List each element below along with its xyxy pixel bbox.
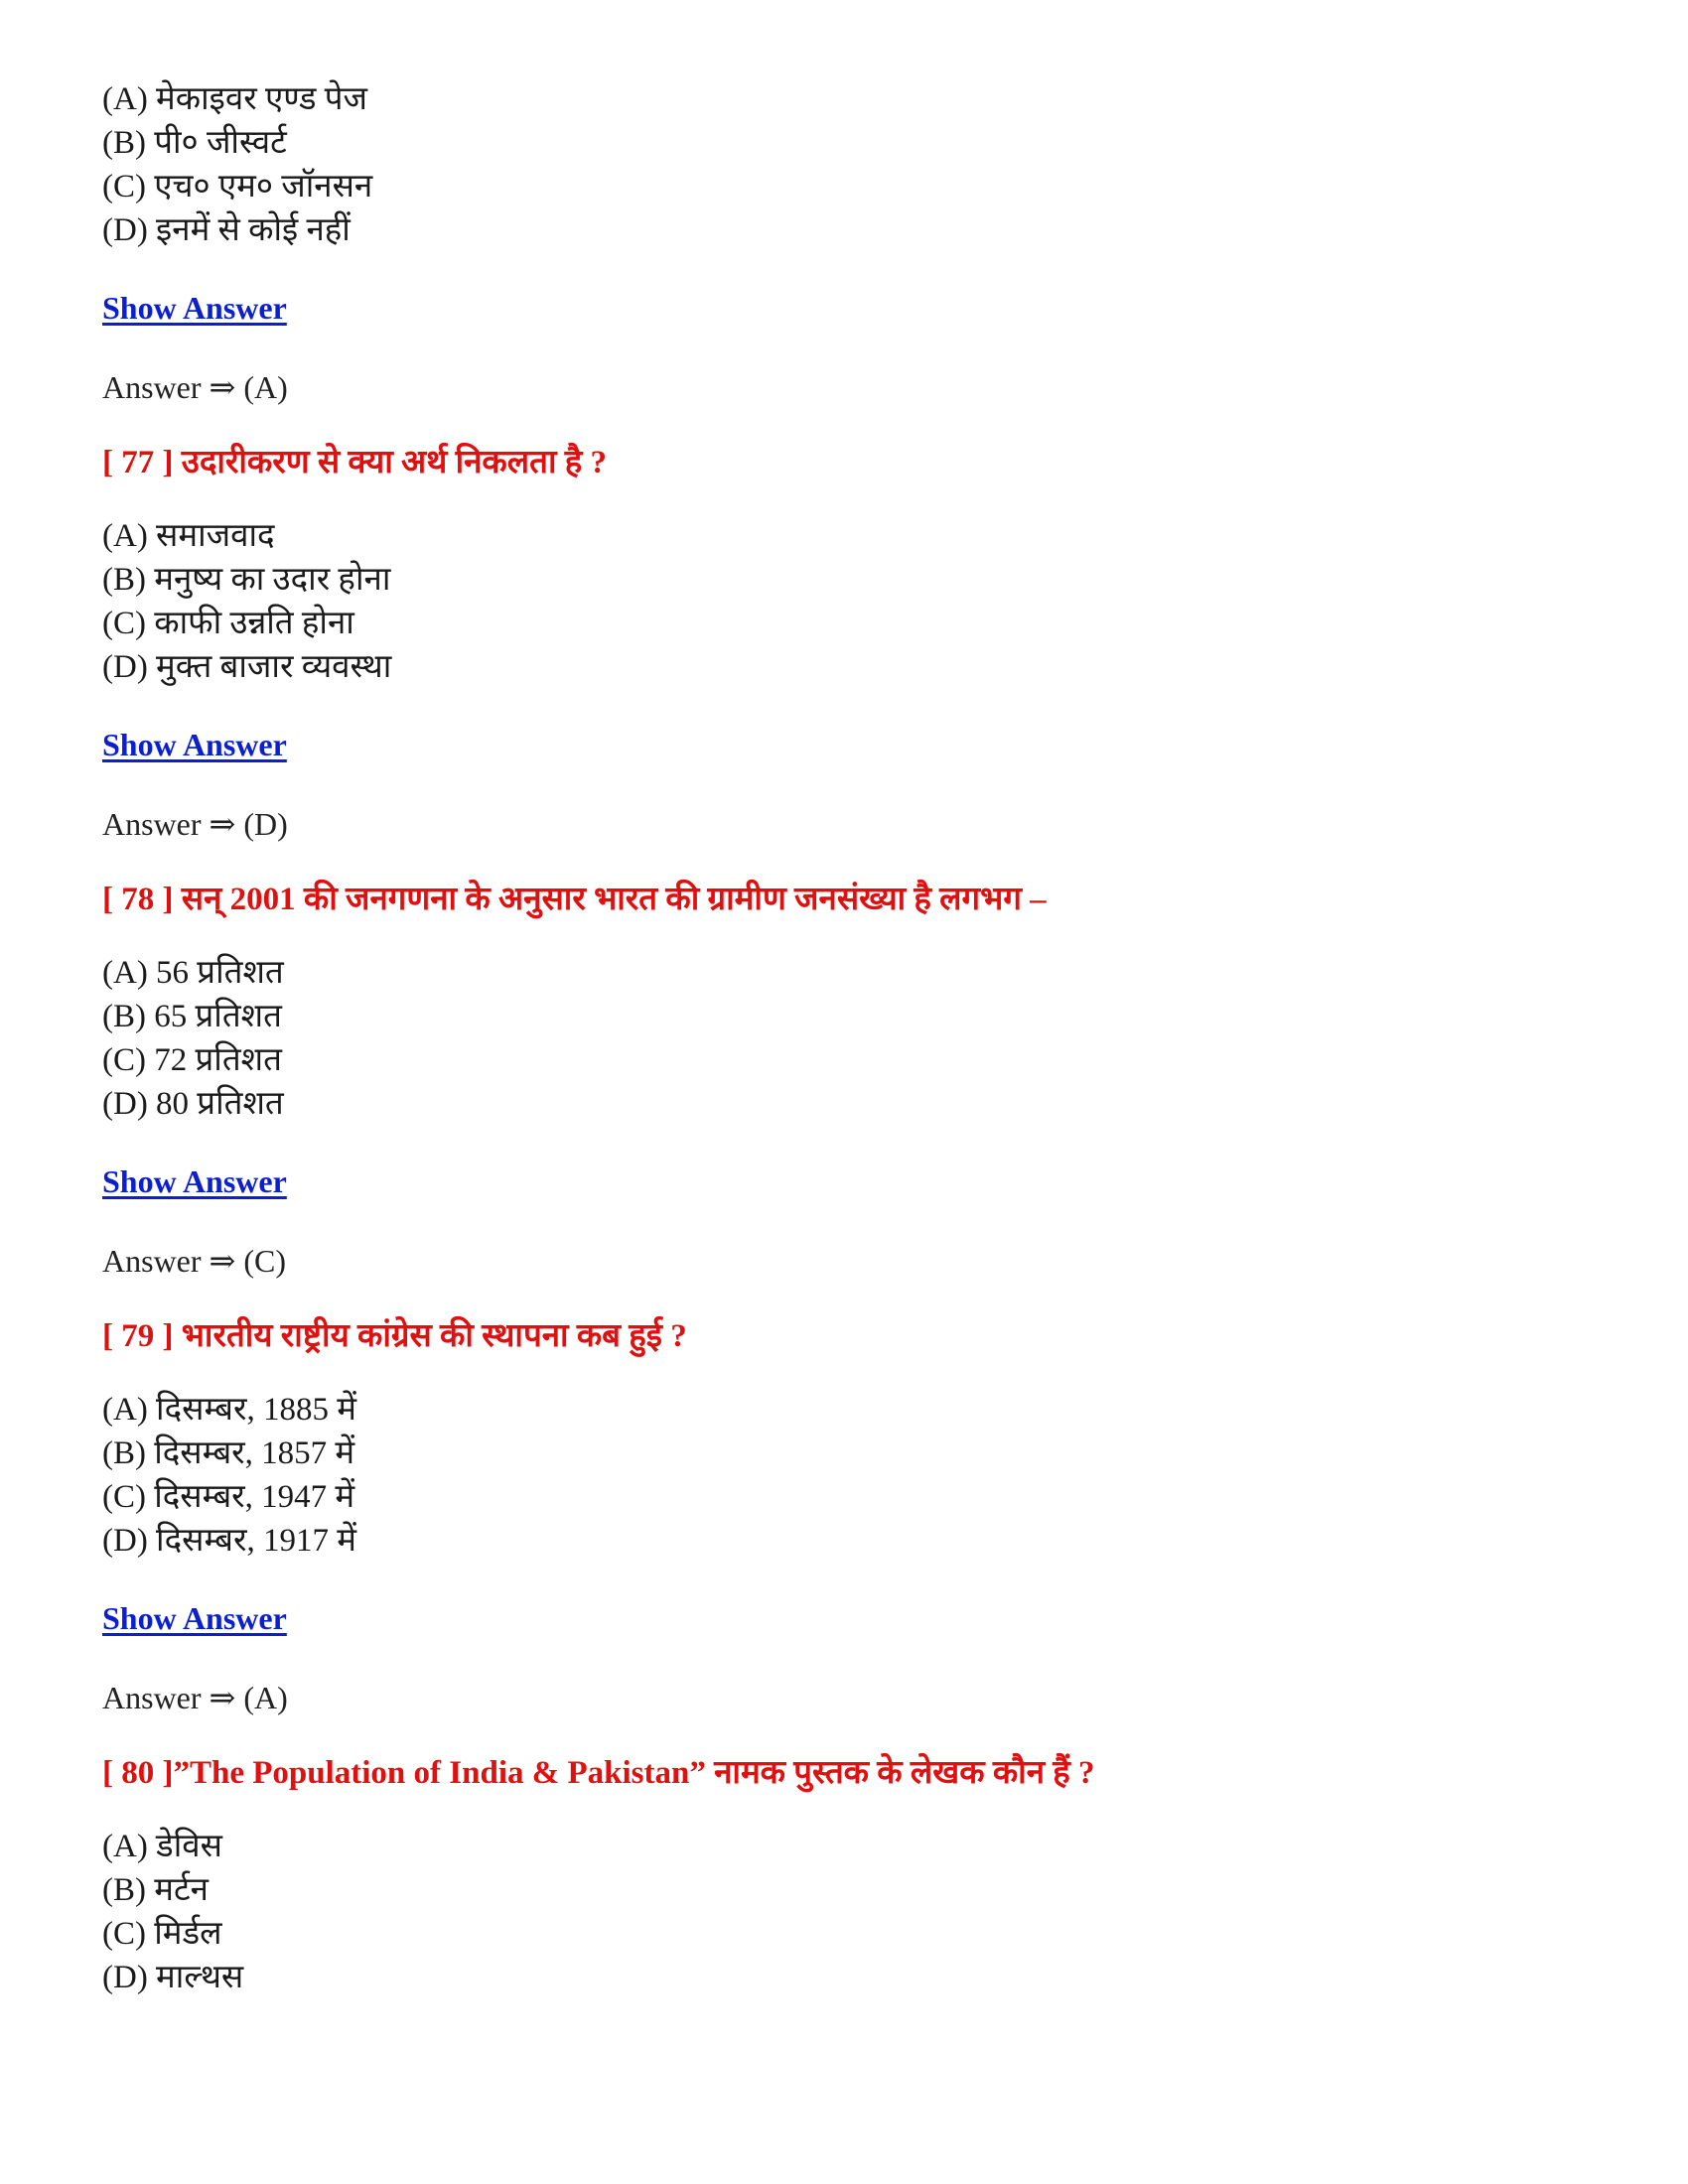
option-a: (A) दिसम्बर, 1885 में <box>102 1392 356 1428</box>
option-b: (B) दिसम्बर, 1857 में <box>102 1435 355 1471</box>
option-b: (B) पी० जीस्वर्ट <box>102 125 287 161</box>
options-list <box>102 1388 1592 1563</box>
question-block-76 <box>102 77 1592 407</box>
option-d: (D) 80 प्रतिशत <box>102 1086 284 1122</box>
question-heading: [ 80 ]”The Population of India & Pakistan” नामक पुस्तक के लेखक कौन हैं ? <box>102 1755 1095 1791</box>
options-list <box>102 951 1592 1126</box>
answer-text: Answer ⇒ (A) <box>102 369 288 405</box>
question-heading: [ 79 ] भारतीय राष्ट्रीय कांग्रेस की स्थापना कब हुई ? <box>102 1318 687 1354</box>
option-c: (C) 72 प्रतिशत <box>102 1042 282 1078</box>
question-heading: [ 78 ] सन् 2001 की जनगणना के अनुसार भारत की ग्रामीण जनसंख्या है लगभग – <box>102 882 1047 917</box>
question-block-77 <box>102 441 1592 844</box>
option-c: (C) काफी उन्नति होना <box>102 606 354 641</box>
show-answer-link[interactable]: Show Answer <box>102 290 287 326</box>
option-c: (C) मिर्डल <box>102 1916 222 1952</box>
show-answer-link[interactable]: Show Answer <box>102 727 287 762</box>
page-content <box>102 77 1592 1999</box>
show-answer-link[interactable]: Show Answer <box>102 1163 287 1199</box>
answer-text: Answer ⇒ (C) <box>102 1243 286 1279</box>
answer-text: Answer ⇒ (A) <box>102 1680 288 1715</box>
question-block-78 <box>102 878 1592 1281</box>
options-list <box>102 1825 1592 1999</box>
option-b: (B) मर्टन <box>102 1872 209 1908</box>
option-a: (A) डेविस <box>102 1829 222 1864</box>
option-a: (A) मेकाइवर एण्ड पेज <box>102 81 368 117</box>
question-block-79 <box>102 1314 1592 1717</box>
option-c: (C) दिसम्बर, 1947 में <box>102 1479 355 1515</box>
option-d: (D) इनमें से कोई नहीं <box>102 212 351 248</box>
show-answer-link[interactable]: Show Answer <box>102 1600 287 1636</box>
option-d: (D) माल्थस <box>102 1960 244 1995</box>
option-b: (B) 65 प्रतिशत <box>102 999 282 1034</box>
options-list <box>102 77 1592 252</box>
option-d: (D) दिसम्बर, 1917 में <box>102 1523 356 1559</box>
option-a: (A) समाजवाद <box>102 518 275 554</box>
options-list <box>102 514 1592 689</box>
option-b: (B) मनुष्य का उदार होना <box>102 562 391 598</box>
answer-text: Answer ⇒ (D) <box>102 806 288 842</box>
option-a: (A) 56 प्रतिशत <box>102 955 284 991</box>
question-block-80 <box>102 1751 1592 1999</box>
question-heading: [ 77 ] उदारीकरण से क्या अर्थ निकलता है ? <box>102 445 608 480</box>
option-d: (D) मुक्त बाजार व्यवस्था <box>102 649 392 685</box>
option-c: (C) एच० एम० जॉनसन <box>102 169 373 205</box>
